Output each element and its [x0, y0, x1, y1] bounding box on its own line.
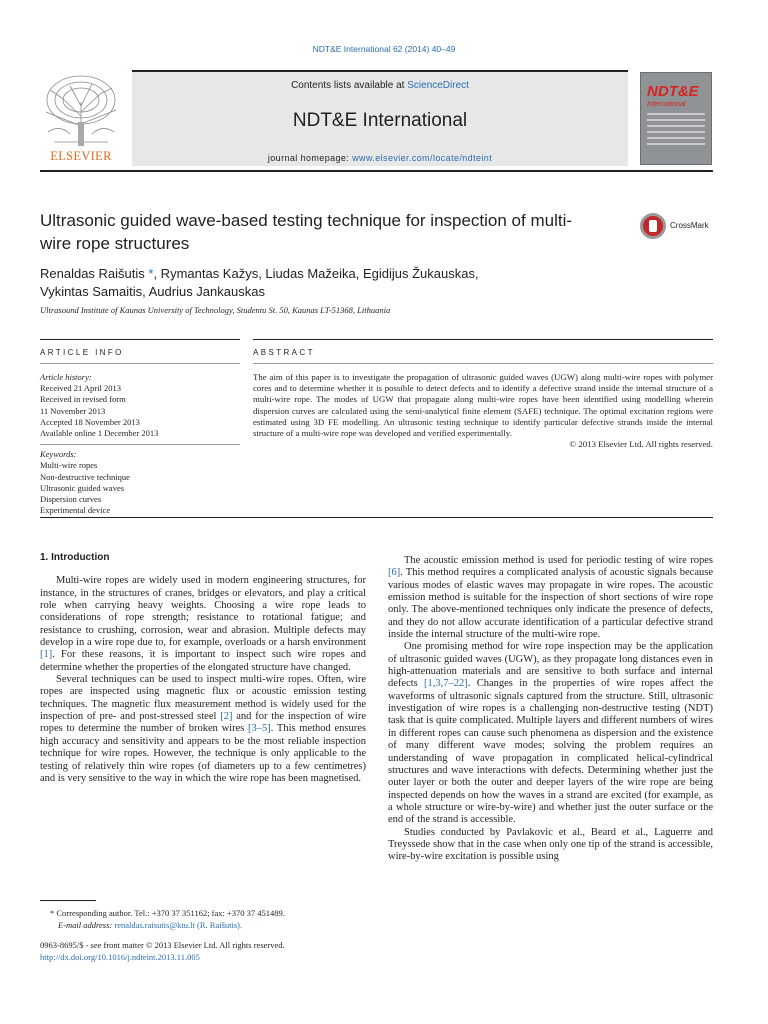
keyword: Non-destructive technique [40, 471, 130, 482]
paragraph [40, 575, 366, 674]
paragraph-text: . This method requires a complicated analysis of acoustic signals because various modes of elastic waves may propagate in wire ropes. The acoustic emission method is suitable for the inspection of short sections of wire rope only. The above-mentioned techniques only indicate the presence of defects, and they do not allow accurate identification of a particular defective strand inside the internal structure of the multi-wire rope. [388, 567, 713, 641]
journal-homepage [132, 153, 628, 163]
journal-name: NDT&E International [292, 110, 468, 131]
article-info [40, 372, 240, 516]
paragraph-text: . For these reasons, it is important to inspect such wire ropes and determine whether the properties of the elongated structure have changed. [40, 649, 366, 673]
body-column-right [388, 555, 713, 864]
journal-cover-thumbnail[interactable] [640, 72, 712, 165]
doi-link[interactable]: http://dx.doi.org/10.1016/j.ndteint.2013.11.005 [40, 951, 200, 962]
email-label: E-mail address: [58, 919, 115, 930]
article-title: Ultrasonic guided wave-based testing technique for inspection of multi-wire rope structures [40, 211, 573, 253]
section-heading: 1. Introduction [40, 552, 110, 563]
cover-decoration [647, 113, 705, 149]
journal-banner [132, 70, 628, 166]
homepage-link[interactable]: www.elsevier.com/locate/ndteint [352, 153, 493, 163]
crossmark-icon [640, 213, 666, 239]
body-column-left [40, 552, 366, 785]
contents-prefix: Contents lists available at [291, 80, 408, 91]
citation-link[interactable]: [6] [388, 567, 401, 579]
affiliation: Ultrasound Institute of Kaunas University of Technology, Studentu St. 50, Kaunas LT-51368, Lithuania [40, 305, 391, 315]
paragraph [388, 555, 713, 641]
citation-link[interactable]: [2] [220, 711, 233, 723]
abstract-label: ABSTRACT [253, 348, 315, 357]
paragraph [40, 674, 366, 785]
article-info-rule [40, 339, 240, 340]
authors-line-1 [40, 265, 640, 283]
paragraph-text: One promising method for wire rope inspection may be the application of ultrasonic guided waves (UGW), as they propagate long distances even in high-attenuation materials and are sensitive to both surface and internal defects [388, 641, 713, 690]
history-item: Received 21 April 2013 [40, 383, 121, 394]
body-divider [40, 517, 713, 518]
author-names: , Rymantas Kažys, Liudas Mažeika, Egidijus Žukauskas, [153, 266, 479, 281]
paragraph-text: . Changes in the properties of wire ropes affect the waveforms of ultrasonic signals captured from the structure. Still, ultrasonic investigation of wire ropes is a challenging non-destructive testing (NDT) task that is quite complicated. Multiple layers and different numbers of wires in different ropes can cause such phenomena as dispersion and the existence of many different wave modes; solving the problem requires an understanding of wave propagation in complicated helical-cylindrical structures and wave interactions with defects. Determining whether just the outer layer or both the outer and deeper layers of the wire rope are being inspected depends on how the waves in a strand are excited (for example, as a whole structure or wire-by-wire) and whether just the outer surface or the end of the strand is accessible. [388, 678, 713, 826]
author-list [40, 265, 640, 301]
footnote [40, 908, 370, 931]
citation-link[interactable]: [1,3,7–22] [424, 678, 468, 690]
author-name: Renaldas Raišutis [40, 266, 145, 281]
abstract-subrule [253, 363, 713, 364]
elsevier-wordmark: ELSEVIER [50, 149, 112, 163]
corresponding-author-mark[interactable]: * [144, 266, 154, 281]
history-item: Available online 1 December 2013 [40, 428, 159, 439]
history-item: Received in revised form [40, 394, 126, 405]
history-label: Article history: [40, 372, 92, 382]
abstract-rule [253, 339, 713, 340]
citation-link[interactable]: [1] [40, 649, 53, 661]
paragraph-text: The acoustic emission method is used for periodic testing of wire ropes [404, 555, 713, 566]
crossmark-label: CrossMark [670, 221, 709, 230]
cover-title: NDT&E [647, 83, 699, 100]
corresponding-author-note: * Corresponding author. Tel.: +370 37 351162; fax: +370 37 451489. [50, 908, 285, 918]
paragraph-text: Several techniques can be used to inspect multi-wire ropes. Often, wire ropes are inspected using magnetic flux or acoustic emission testing techniques. The magnetic flux measurement method is widely used for the inspection of pre- and post-stressed steel [40, 674, 366, 723]
history-item: 11 November 2013 [40, 405, 106, 416]
paragraph: Studies conducted by Pavlakovic et al., Beard et al., Laguerre and Treyssede show that in the case when only one tip of the strand is accessible, wire-by-wire excitation is possible using [388, 826, 713, 863]
homepage-prefix: journal homepage: [267, 153, 353, 163]
issn-block [40, 940, 370, 963]
keyword: Experimental device [40, 505, 111, 516]
paragraph [388, 641, 713, 826]
email-note [40, 920, 370, 932]
issn-line: 0963-8695/$ - see front matter © 2013 Elsevier Ltd. All rights reserved. [40, 940, 285, 950]
cover-subtitle: International [647, 101, 686, 108]
keyword: Dispersion curves [40, 494, 102, 505]
journal-citation[interactable]: NDT&E International 62 (2014) 40–49 [312, 44, 456, 54]
citation-link[interactable]: [3–5] [248, 723, 271, 735]
abstract-text: The aim of this paper is to investigate the propagation of ultrasonic guided waves (UGW) along multi-wire ropes with polymer cores and to determine whether it is possible to detect defects and to identify a defective strand inside the internal structure of a multi-wire rope. The modes of UGW that propagate along multi-wire ropes have been identified using modelling wherein dispersion curves are calculated using the semi-analytical finite element (SAFE) technique. The optimal excitation regions were estimated using 3D FE modelling. An ultrasonic testing technique to identify particular defective strands inside the internal structure of a multi-wire rope was developed and verified experimentally. [253, 372, 713, 439]
article-info-subrule [40, 363, 240, 364]
elsevier-logo[interactable] [40, 72, 122, 166]
authors-line-2: Vykintas Samaitis, Audrius Jankauskas [40, 284, 265, 299]
history-item: Accepted 18 November 2013 [40, 416, 140, 427]
keywords-divider [40, 444, 240, 445]
elsevier-tree-icon [40, 72, 122, 150]
keyword: Ultrasonic guided waves [40, 482, 125, 493]
journal-header [40, 70, 713, 168]
paragraph-text: and for the inspection of wire ropes to determine the number of broken wires [40, 711, 366, 735]
crossmark-badge[interactable] [640, 211, 720, 241]
abstract-body [253, 372, 713, 450]
header-divider [40, 170, 713, 172]
email-link[interactable]: renaldas.raisutis@ktu.lt (R. Raišutis). [114, 919, 243, 930]
paragraph-text: . This method ensures high accuracy and sensitivity and appears to be the most reliable inspection technique for wire ropes. However, the technique is only applicable to the testing of relatively thin wire ropes (of diameters up to a few centimetres) and is very sensitive to the way in which the wire rope has been magnetised. [40, 723, 366, 784]
keywords-label: Keywords: [40, 449, 77, 460]
paragraph-text: Multi-wire ropes are widely used in modern engineering structures, for instance, in the structures of cranes, bridges or elevators, and play a critical role when carrying heavy weights. Choosing a wire rope leads to considerations of rope strength; resistance to rotational fatigue; and resistance to crushing, corrosion, wear and abrasion. Multiple defects may develop in a wire rope due to, for example, overloads or a harsh environment [40, 575, 366, 649]
footnote-rule [40, 900, 96, 901]
contents-available [132, 80, 628, 91]
abstract-copyright: © 2013 Elsevier Ltd. All rights reserved. [569, 439, 713, 450]
article-info-label: ARTICLE INFO [40, 348, 124, 357]
keyword: Multi-wire ropes [40, 460, 98, 471]
sciencedirect-link[interactable]: ScienceDirect [407, 80, 469, 91]
